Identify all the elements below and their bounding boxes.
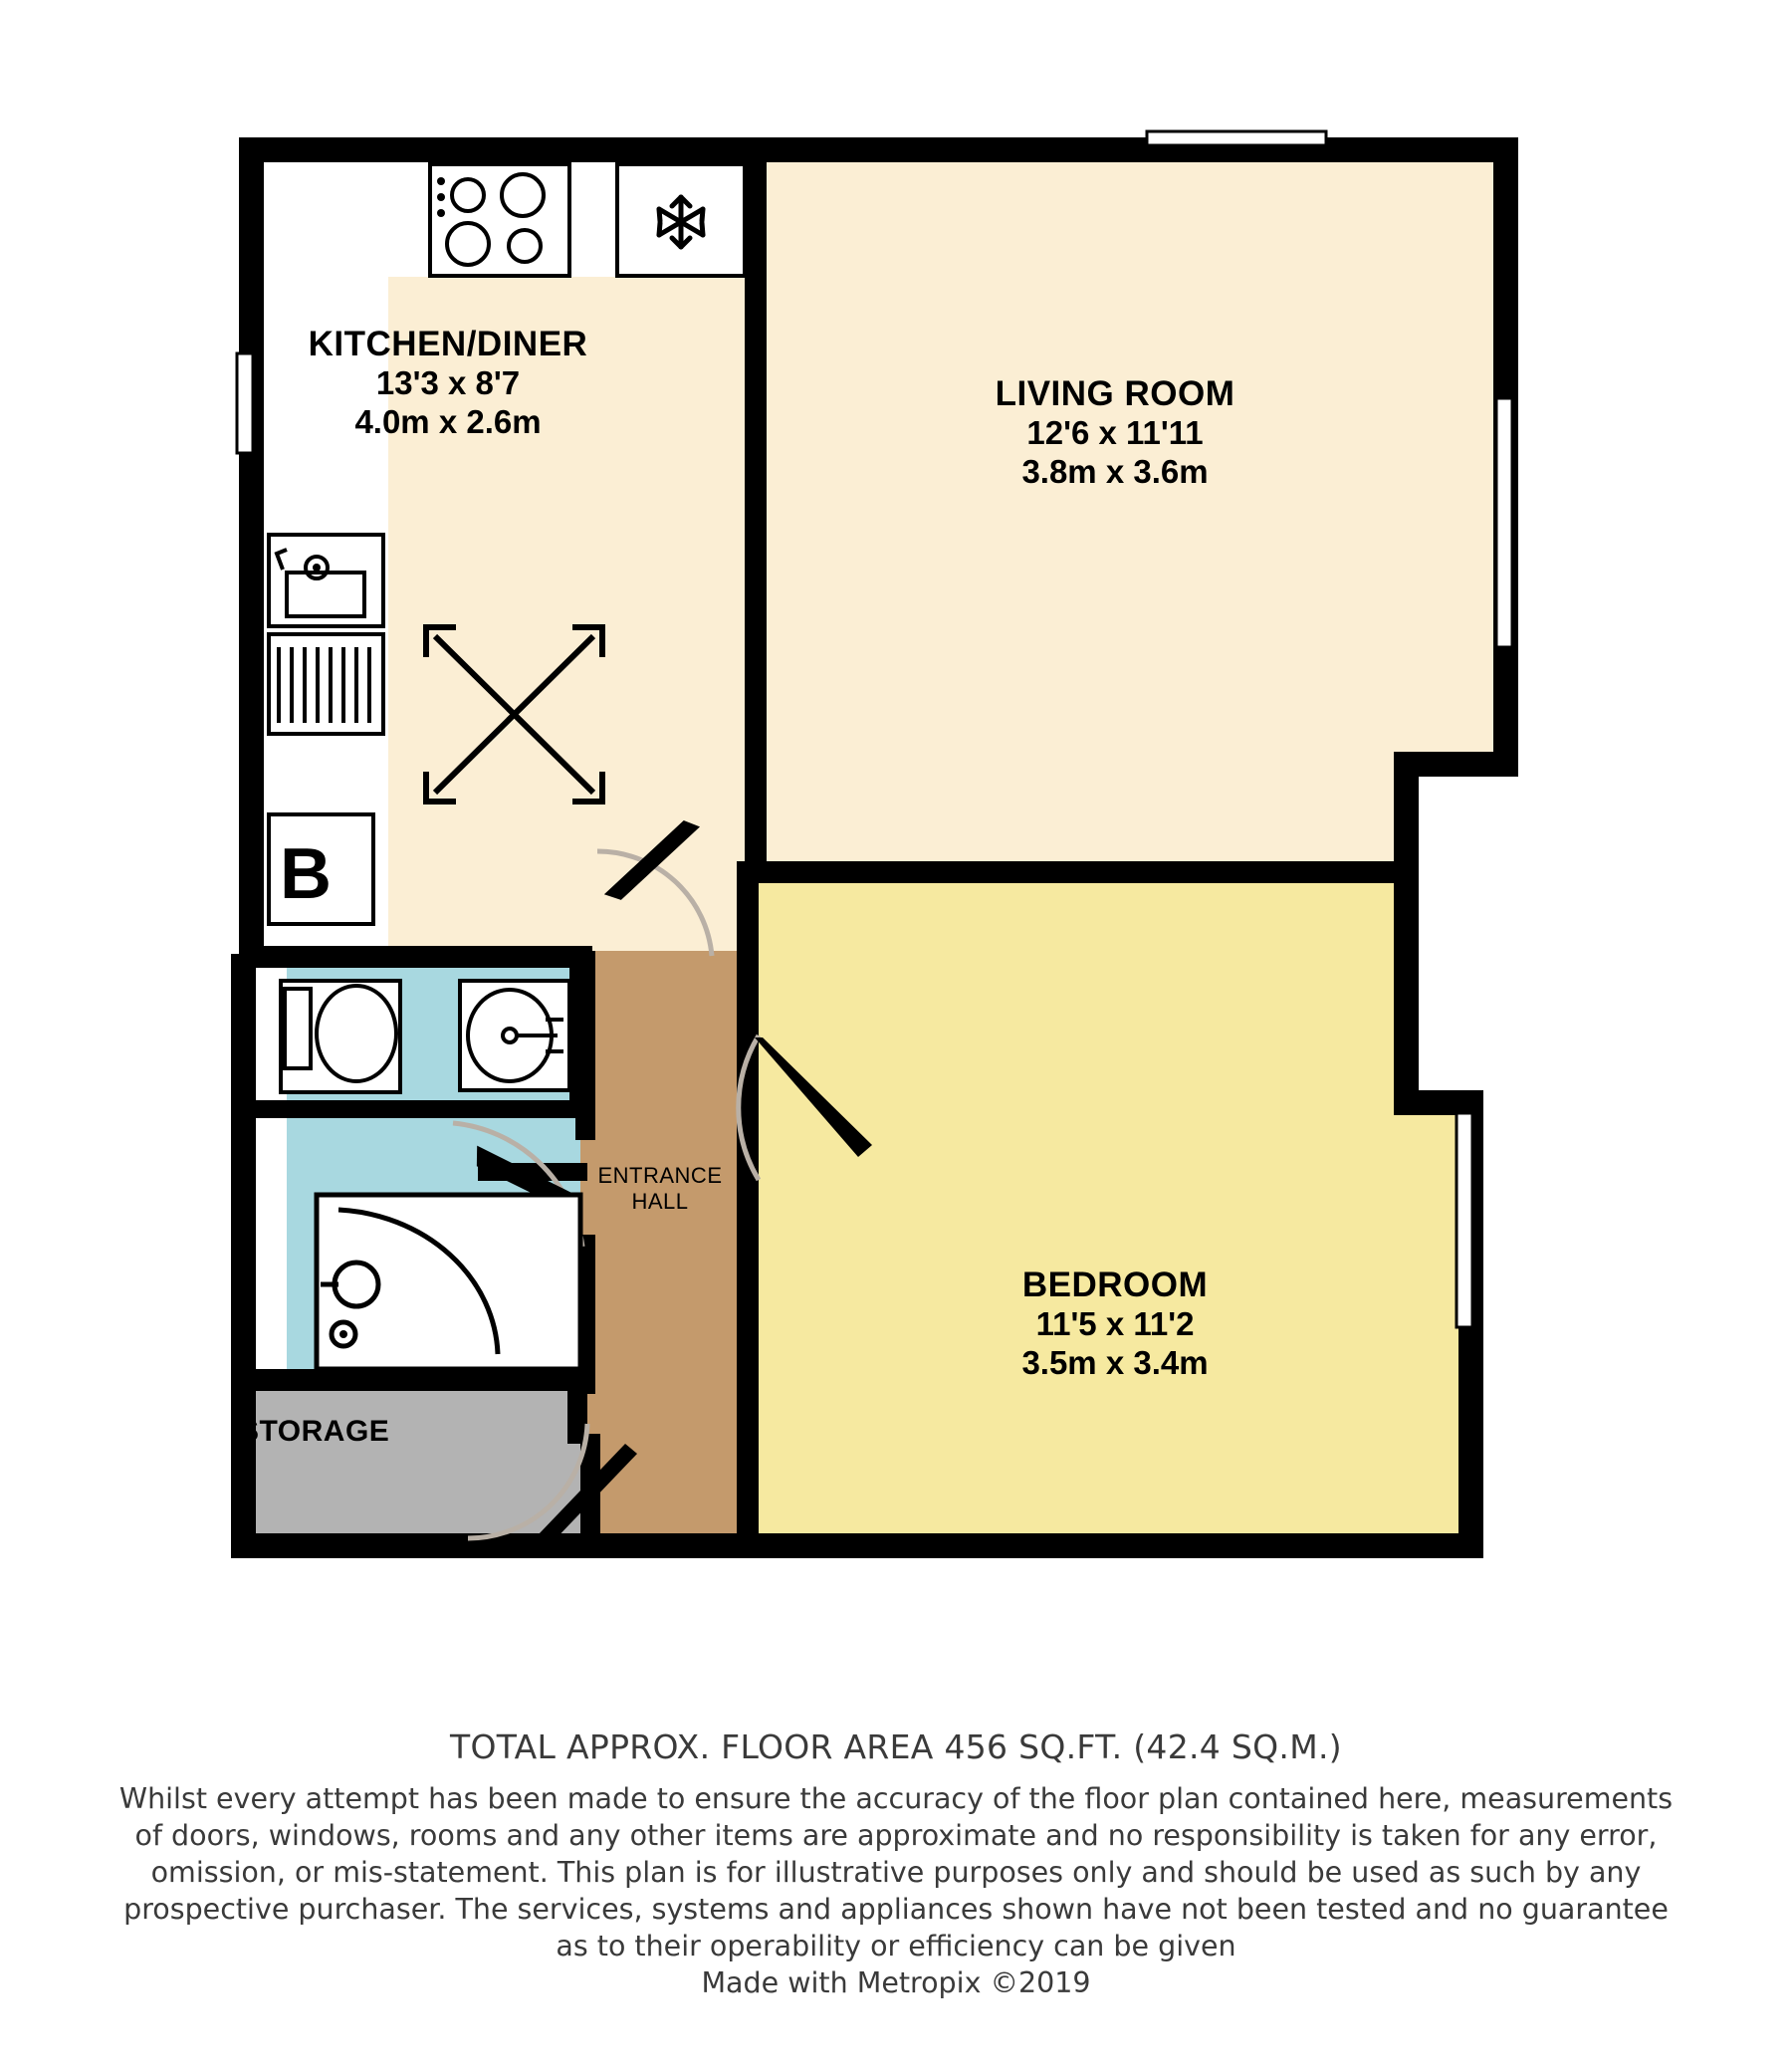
disclaimer-line-5: as to their operability or efficiency can be given: [556, 1930, 1236, 1963]
wall-bedroom-top: [737, 861, 1406, 883]
snowflake-icon: [617, 164, 745, 276]
disclaimer-line-4: prospective purchaser. The services, systems and appliances shown have not been tested and no guarantee: [123, 1893, 1669, 1927]
wall-bathroom-right-upper: [569, 951, 587, 1110]
wall-bathroom-bottom: [239, 1369, 587, 1391]
window-living-top: [1147, 131, 1326, 145]
footer: [0, 1727, 1792, 1999]
storage-label: [239, 1414, 468, 1449]
bath-icon: [317, 1195, 580, 1369]
disclaimer: [0, 1780, 1792, 1964]
metropix-credit: Made with Metropix ©2019: [701, 1966, 1091, 2000]
boiler-icon: [269, 814, 373, 924]
wall-left-outer-lower: [231, 954, 256, 1551]
wall-right-bedroom-upper: [1394, 866, 1419, 1115]
kitchen-diner-label: [234, 324, 662, 442]
living-room-name: LIVING ROOM: [995, 374, 1235, 413]
kitchen-diner-dim-imperial: 13'3 x 8'7: [375, 364, 521, 402]
washing-machine-icon: [269, 634, 383, 734]
wall-bottom-bedroom: [737, 1533, 1483, 1558]
svg-text:B: B: [280, 834, 332, 914]
bedroom-area: [747, 881, 1463, 1548]
storage-name: STORAGE: [239, 1415, 390, 1448]
living-room-dim-imperial: 12'6 x 11'11: [1026, 414, 1204, 452]
entrance-hall-name-line1: ENTRANCE: [597, 1163, 723, 1188]
kitchen-diner-name: KITCHEN/DINER: [308, 325, 588, 363]
kitchen-diner-dim-metric: 4.0m x 2.6m: [354, 403, 542, 441]
bedroom-dim-imperial: 11'5 x 11'2: [1035, 1305, 1195, 1343]
storage-area: [231, 1384, 584, 1548]
window-living-right: [1496, 398, 1512, 647]
bedroom-dim-metric: 3.5m x 3.4m: [1021, 1344, 1209, 1382]
wall-left-outer: [239, 137, 264, 954]
total-floor-area: TOTAL APPROX. FLOOR AREA 456 SQ.FT. (42.4 SQ.M.): [450, 1727, 1342, 1766]
wash-basin-icon: [460, 981, 569, 1090]
wall-kitchen-bottom: [254, 946, 592, 968]
entrance-hall-name-line2: HALL: [631, 1188, 689, 1214]
kitchen-sink-icon: [269, 535, 383, 626]
living-room-label: [921, 373, 1309, 492]
bedroom-name: BEDROOM: [1021, 1265, 1209, 1304]
living-room-dim-metric: 3.8m x 3.6m: [1021, 453, 1209, 491]
wall-kitchen-living-divider: [745, 137, 767, 874]
disclaimer-line-3: omission, or mis-statement. This plan is for illustrative purposes only and should be used as such by any: [150, 1856, 1642, 1890]
cooker-hob-icon: [430, 164, 569, 276]
wall-bathroom-wc-divider: [287, 1100, 585, 1118]
entrance-hall-label: [575, 1163, 745, 1215]
wall-bathroom-left-notch: [256, 1100, 290, 1118]
window-bedroom-right: [1456, 1113, 1472, 1327]
disclaimer-line-1: Whilst every attempt has been made to ensure the accuracy of the floor plan contained here, measurements: [118, 1782, 1674, 1815]
toilet-icon: [281, 981, 400, 1092]
entrance-hall-area: [580, 951, 740, 1548]
bedroom-label: [946, 1265, 1284, 1383]
disclaimer-line-2: of doors, windows, rooms and any other items are approximate and no responsibility is taken for any error,: [134, 1819, 1658, 1853]
